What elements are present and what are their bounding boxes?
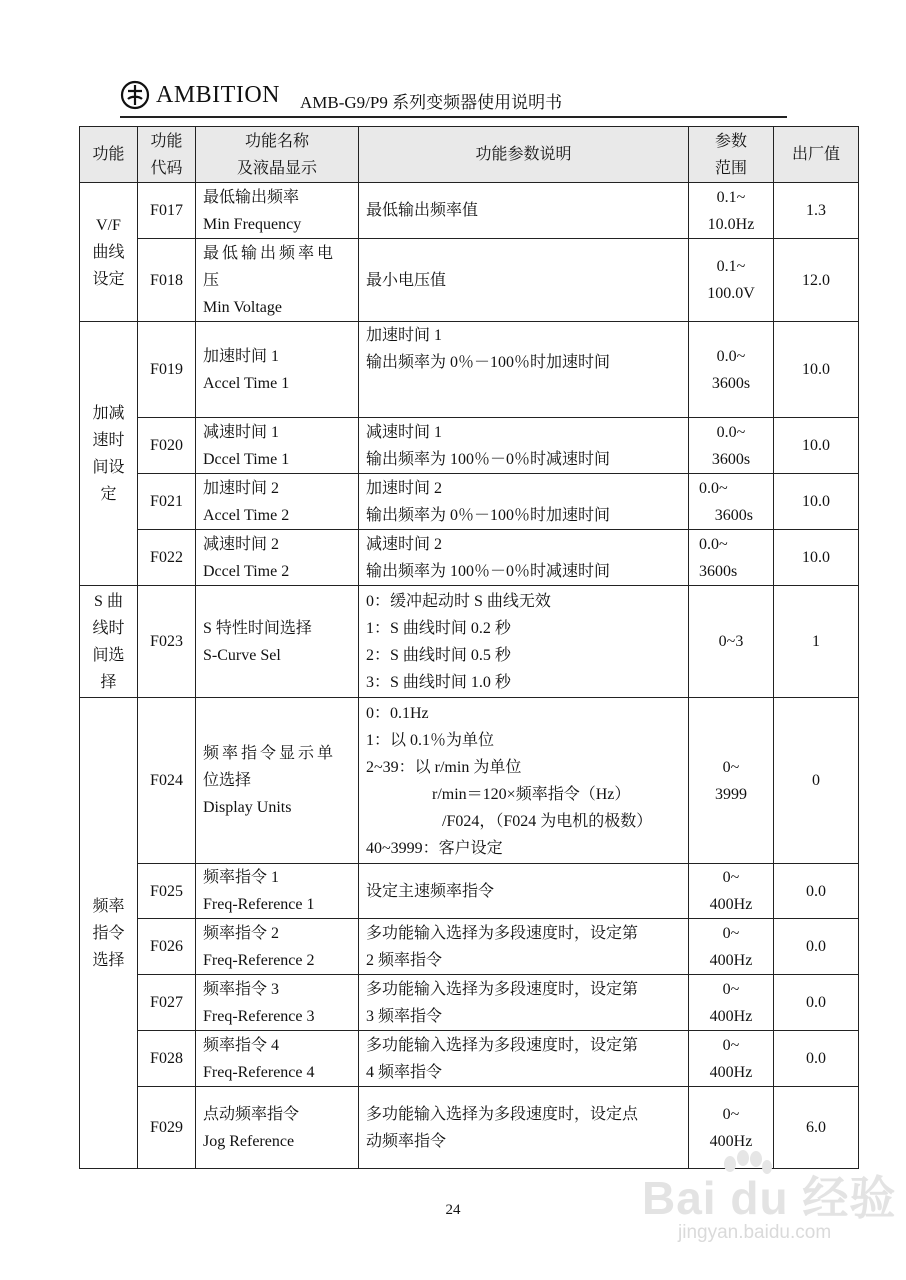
table-row bbox=[80, 586, 859, 698]
table-row bbox=[80, 183, 859, 239]
param-range: 0.0~ 3600s bbox=[689, 474, 774, 530]
param-name: 频率指令 1 Freq-Reference 1 bbox=[196, 864, 359, 919]
param-default: 0.0 bbox=[774, 1031, 859, 1087]
param-desc: 0：0.1Hz 1：以 0.1％为单位 2~39：以 r/min 为单位 r/min＝120×频率指令（Hz） /F024，（F024 为电机的极数） 40~3999：客户设定 bbox=[359, 698, 689, 864]
table-row bbox=[80, 975, 859, 1031]
param-desc: 最小电压值 bbox=[359, 239, 689, 322]
param-name: 最低输出频率电 压 Min Voltage bbox=[196, 239, 359, 322]
param-default: 12.0 bbox=[774, 239, 859, 322]
param-default: 0.0 bbox=[774, 975, 859, 1031]
param-desc: 多功能输入选择为多段速度时，设定点 动频率指令 bbox=[359, 1087, 689, 1169]
param-range: 0.0~ 3600s bbox=[689, 322, 774, 418]
param-code: F018 bbox=[138, 239, 196, 322]
page-number: 24 bbox=[445, 1202, 461, 1218]
param-default: 0 bbox=[774, 698, 859, 864]
param-range: 0.0~ 3600s bbox=[689, 530, 774, 586]
brand-name: AMBITION bbox=[156, 82, 280, 108]
param-desc: 多功能输入选择为多段速度时，设定第 2 频率指令 bbox=[359, 919, 689, 975]
param-name: S 特性时间选择 S-Curve Sel bbox=[196, 586, 359, 698]
param-code: F023 bbox=[138, 586, 196, 698]
group-s-curve: S 曲 线时 间选 择 bbox=[80, 586, 138, 698]
param-name: 点动频率指令 Jog Reference bbox=[196, 1087, 359, 1169]
group-vf-curve: V/F 曲线 设定 bbox=[80, 183, 138, 322]
table-row bbox=[80, 919, 859, 975]
group-accel-decel: 加减 速时 间设 定 bbox=[80, 322, 138, 586]
param-desc: 最低输出频率值 bbox=[359, 183, 689, 239]
param-name: 频率指令 2 Freq-Reference 2 bbox=[196, 919, 359, 975]
col-header-range: 参数 范围 bbox=[689, 127, 774, 183]
param-name: 加速时间 1 Accel Time 1 bbox=[196, 322, 359, 418]
param-name: 减速时间 2 Dccel Time 2 bbox=[196, 530, 359, 586]
watermark-logo: Bai du 经验 bbox=[642, 1172, 897, 1224]
param-name: 减速时间 1 Dccel Time 1 bbox=[196, 418, 359, 474]
param-name: 频率指令显示单 位选择 Display Units bbox=[196, 698, 359, 864]
table-row bbox=[80, 474, 859, 530]
param-desc: 减速时间 1 输出频率为 100％－0％时减速时间 bbox=[359, 418, 689, 474]
param-code: F028 bbox=[138, 1031, 196, 1087]
table-header-row bbox=[80, 127, 859, 183]
param-range: 0~ 400Hz bbox=[689, 919, 774, 975]
param-range: 0~ 400Hz bbox=[689, 864, 774, 919]
param-desc: 减速时间 2 输出频率为 100％－0％时减速时间 bbox=[359, 530, 689, 586]
param-name: 频率指令 4 Freq-Reference 4 bbox=[196, 1031, 359, 1087]
param-range: 0~ 400Hz bbox=[689, 1031, 774, 1087]
param-code: F027 bbox=[138, 975, 196, 1031]
param-desc: 设定主速频率指令 bbox=[359, 864, 689, 919]
param-default: 0.0 bbox=[774, 919, 859, 975]
param-range: 0.0~ 3600s bbox=[689, 418, 774, 474]
table-row bbox=[80, 239, 859, 322]
param-default: 1.3 bbox=[774, 183, 859, 239]
param-code: F017 bbox=[138, 183, 196, 239]
param-code: F026 bbox=[138, 919, 196, 975]
col-header-func: 功能 bbox=[80, 127, 138, 183]
param-default: 10.0 bbox=[774, 474, 859, 530]
param-default: 0.0 bbox=[774, 864, 859, 919]
param-name: 最低输出频率 Min Frequency bbox=[196, 183, 359, 239]
document-title: AMB-G9/P9 系列变频器使用说明书 bbox=[300, 93, 563, 112]
table-row bbox=[80, 418, 859, 474]
param-default: 10.0 bbox=[774, 322, 859, 418]
table-row bbox=[80, 1031, 859, 1087]
group-freq-reference: 频率 指令 选择 bbox=[80, 698, 138, 1169]
param-range: 0.1~ 100.0V bbox=[689, 239, 774, 322]
param-code: F019 bbox=[138, 322, 196, 418]
param-desc: 多功能输入选择为多段速度时，设定第 4 频率指令 bbox=[359, 1031, 689, 1087]
param-range: 0.1~ 10.0Hz bbox=[689, 183, 774, 239]
param-range: 0~ 400Hz bbox=[689, 975, 774, 1031]
param-range: 0~ 400Hz bbox=[689, 1087, 774, 1169]
table-row bbox=[80, 530, 859, 586]
col-header-code: 功能 代码 bbox=[138, 127, 196, 183]
param-code: F025 bbox=[138, 864, 196, 919]
param-code: F021 bbox=[138, 474, 196, 530]
parameter-table bbox=[79, 126, 859, 1169]
col-header-desc: 功能参数说明 bbox=[359, 127, 689, 183]
param-range: 0~3 bbox=[689, 586, 774, 698]
param-name: 加速时间 2 Accel Time 2 bbox=[196, 474, 359, 530]
table-row bbox=[80, 322, 859, 418]
page-header bbox=[120, 76, 790, 116]
table-row bbox=[80, 698, 859, 864]
header-rule bbox=[120, 116, 787, 118]
watermark-url: jingyan.baidu.com bbox=[678, 1222, 832, 1243]
table-row bbox=[80, 864, 859, 919]
ambition-logo-icon bbox=[120, 80, 150, 110]
param-range: 0~ 3999 bbox=[689, 698, 774, 864]
param-name: 频率指令 3 Freq-Reference 3 bbox=[196, 975, 359, 1031]
param-default: 10.0 bbox=[774, 530, 859, 586]
param-code: F020 bbox=[138, 418, 196, 474]
param-code: F022 bbox=[138, 530, 196, 586]
param-desc: 加速时间 2 输出频率为 0％－100％时加速时间 bbox=[359, 474, 689, 530]
baidu-watermark bbox=[640, 1150, 897, 1260]
param-default: 1 bbox=[774, 586, 859, 698]
param-code: F029 bbox=[138, 1087, 196, 1169]
param-default: 10.0 bbox=[774, 418, 859, 474]
col-header-name: 功能名称 及液晶显示 bbox=[196, 127, 359, 183]
param-code: F024 bbox=[138, 698, 196, 864]
param-desc: 加速时间 1 输出频率为 0％－100％时加速时间 bbox=[359, 322, 689, 418]
col-header-default: 出厂值 bbox=[774, 127, 859, 183]
param-default: 6.0 bbox=[774, 1087, 859, 1169]
param-desc: 多功能输入选择为多段速度时，设定第 3 频率指令 bbox=[359, 975, 689, 1031]
param-desc: 0：缓冲起动时 S 曲线无效 1：S 曲线时间 0.2 秒 2：S 曲线时间 0.5 秒 3：S 曲线时间 1.0 秒 bbox=[359, 586, 689, 698]
